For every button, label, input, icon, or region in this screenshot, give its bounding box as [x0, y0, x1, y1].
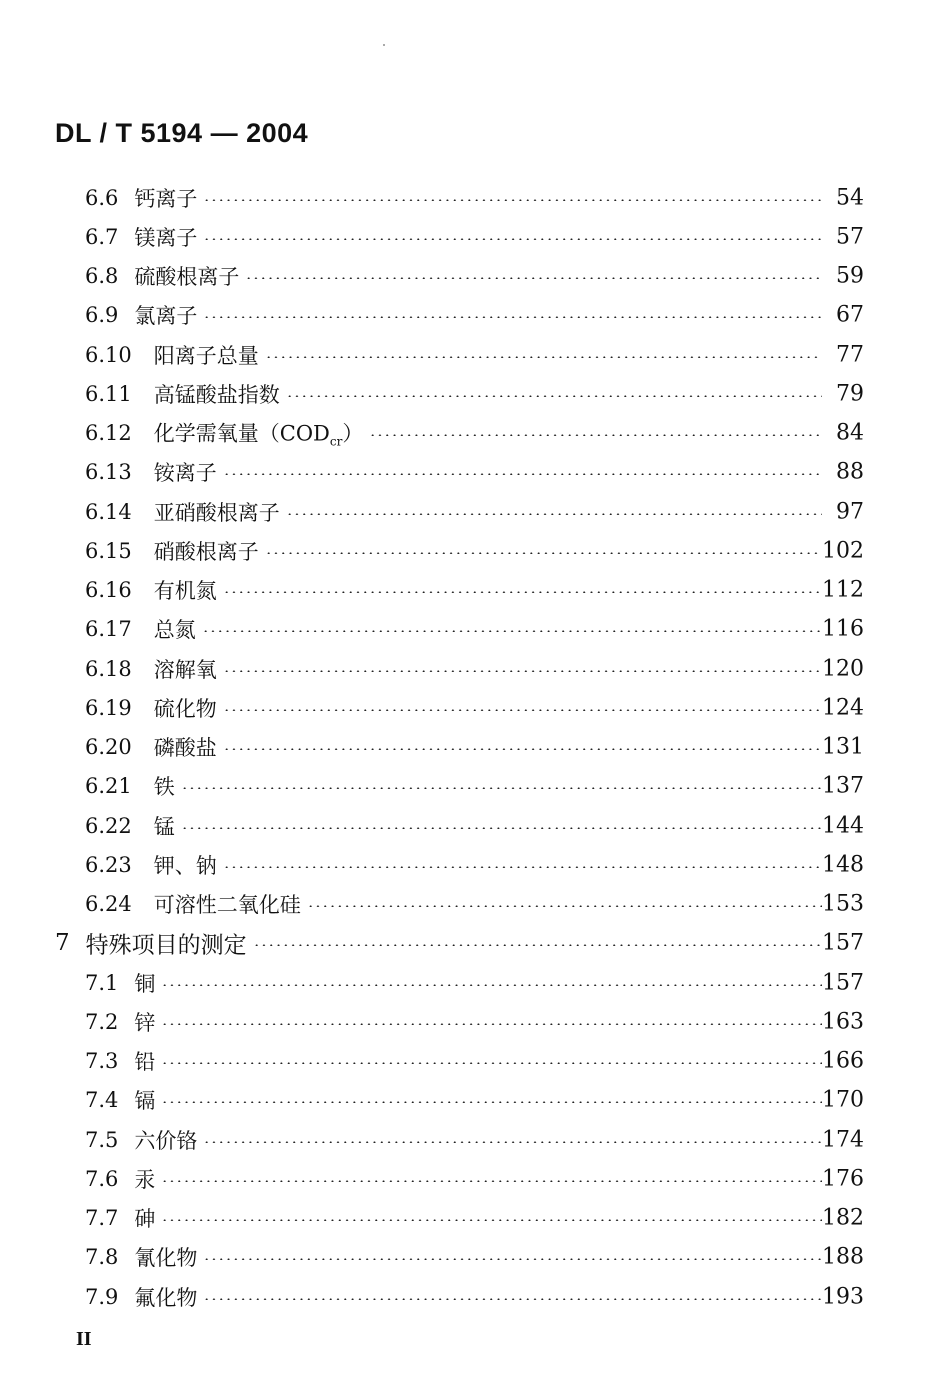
toc-entry-title [154, 575, 217, 605]
toc-dot-leader [203, 199, 822, 201]
toc-entry-number: 7.6 [85, 1166, 119, 1191]
toc-dot-leader [161, 984, 822, 986]
toc-entry-title-text: 砷 [134, 1207, 156, 1232]
toc-dot-leader [203, 1298, 822, 1300]
toc-entry-title [134, 1242, 197, 1272]
toc-dot-leader [223, 670, 822, 672]
toc-entry-title [154, 418, 364, 449]
toc-entry[interactable] [0, 963, 950, 1002]
scan-speck [383, 44, 385, 46]
toc-entry[interactable] [0, 610, 950, 649]
toc-dot-leader [223, 866, 822, 868]
toc-entry-page: 116 [822, 616, 864, 642]
toc-entry[interactable] [0, 1159, 950, 1198]
toc-entry-title-text: 高锰酸盐指数 [153, 382, 280, 407]
toc-entry[interactable] [0, 335, 950, 374]
toc-entry[interactable] [0, 571, 950, 610]
toc-entry-page: 124 [822, 695, 864, 721]
toc-entry[interactable] [0, 414, 950, 453]
toc-entry-number: 6.17 [85, 617, 132, 642]
toc-entry-title [86, 927, 247, 960]
toc-dot-leader [223, 473, 822, 475]
toc-entry-number: 6.21 [85, 774, 132, 799]
toc-entry-title-text: 溶解氧 [153, 657, 217, 682]
toc-entry-title-text: 镁离子 [134, 225, 198, 250]
toc-entry[interactable] [0, 728, 950, 767]
toc-entry[interactable] [0, 1199, 950, 1238]
toc-entry-title-text: 钙离子 [134, 186, 198, 211]
toc-entry[interactable] [0, 688, 950, 727]
toc-dot-leader [161, 1023, 822, 1025]
toc-entry[interactable] [0, 885, 950, 924]
toc-entry-page: 188 [822, 1244, 864, 1270]
toc-entry-number: 6.16 [85, 578, 132, 603]
toc-entry-title [134, 1085, 155, 1115]
toc-entry-page: 59 [836, 263, 864, 289]
toc-entry-number: 6.11 [85, 381, 132, 406]
toc-entry[interactable] [0, 531, 950, 570]
toc-dot-leader [203, 238, 822, 240]
toc-entry-page: 137 [822, 773, 864, 799]
toc-entry-page: 163 [822, 1009, 864, 1035]
toc-entry-number: 6.18 [85, 656, 132, 681]
toc-dot-leader [307, 905, 822, 907]
toc-entry-title [134, 261, 239, 291]
toc-entry-page: 153 [822, 891, 864, 917]
toc-entry[interactable] [0, 1002, 950, 1041]
toc-entry-number: 6.15 [85, 538, 132, 563]
toc-entry[interactable] [0, 296, 950, 335]
toc-entry[interactable] [0, 374, 950, 413]
toc-entry-title-text: 特殊项目的测定 [85, 932, 247, 959]
toc-dot-leader [161, 1219, 822, 1221]
toc-entry[interactable] [0, 767, 950, 806]
toc-entry-number: 6.12 [85, 421, 132, 446]
toc-dot-leader [245, 277, 822, 279]
toc-entry[interactable] [0, 217, 950, 256]
toc-entry-page: 148 [822, 852, 864, 878]
toc-entry-subscript: cr [329, 434, 343, 449]
document-code-header: DL / T 5194 — 2004 [55, 118, 309, 148]
toc-entry-page: 57 [836, 224, 864, 250]
toc-entry-number: 7.7 [85, 1206, 119, 1231]
table-of-contents [0, 178, 950, 1316]
toc-dot-leader [202, 630, 822, 632]
toc-entry-page: 157 [822, 930, 864, 956]
toc-dot-leader [161, 1180, 822, 1182]
toc-entry-number: 7.1 [85, 970, 119, 995]
toc-entry-number: 6.22 [85, 813, 132, 838]
toc-dot-leader [181, 787, 822, 789]
toc-entry-title [154, 732, 217, 762]
toc-dot-leader [223, 591, 822, 593]
toc-entry-title-text: 硫化物 [153, 696, 217, 721]
toc-entry-page: 54 [836, 185, 864, 211]
toc-entry-number: 6.20 [85, 735, 132, 760]
toc-entry-title [154, 889, 301, 919]
toc-entry-number: 6.10 [85, 342, 132, 367]
toc-entry-title-text: 阳离子总量 [153, 343, 259, 368]
toc-dot-leader [161, 1062, 822, 1064]
toc-entry-page: 77 [836, 342, 864, 368]
toc-entry-title-text: 汞 [134, 1167, 156, 1192]
toc-entry-number: 7.3 [85, 1049, 119, 1074]
toc-entry-title [154, 771, 175, 801]
toc-entry-number: 6.8 [85, 264, 119, 289]
toc-entry-title [154, 654, 217, 684]
toc-entry-page: 131 [822, 734, 864, 760]
toc-entry-title-text: 硫酸根离子 [134, 265, 240, 290]
toc-entry-page: 120 [822, 656, 864, 682]
toc-dot-leader [286, 395, 822, 397]
toc-dot-leader [286, 513, 822, 515]
toc-entry[interactable] [0, 1277, 950, 1316]
toc-entry-page: 112 [822, 577, 864, 603]
toc-entry-title [134, 1164, 155, 1194]
toc-entry-title-text: 六价铬 [134, 1128, 198, 1153]
toc-entry-title-text: 总氮 [153, 618, 196, 643]
toc-dot-leader [253, 944, 822, 946]
toc-entry-title-text: 亚硝酸根离子 [153, 500, 280, 525]
toc-entry[interactable] [0, 649, 950, 688]
toc-entry-page: 79 [836, 381, 864, 407]
toc-entry-title-text: 磷酸盐 [153, 736, 217, 761]
toc-entry-page: 67 [836, 302, 864, 328]
toc-entry-number: 6.9 [85, 303, 119, 328]
toc-entry-title-text: 可溶性二氧化硅 [153, 893, 301, 918]
toc-entry[interactable] [0, 845, 950, 884]
toc-entry-title-text: 镉 [134, 1089, 156, 1114]
toc-dot-leader [181, 827, 822, 829]
toc-entry-number: 6.14 [85, 499, 132, 524]
toc-entry-title-text: 钾、钠 [153, 853, 217, 878]
toc-entry[interactable] [0, 492, 950, 531]
toc-entry-page: 102 [822, 538, 864, 564]
toc-entry[interactable] [0, 1081, 950, 1120]
toc-entry-title-text: 锌 [134, 1010, 156, 1035]
toc-entry-title-text: 锰 [153, 814, 175, 839]
toc-entry[interactable] [0, 178, 950, 217]
toc-entry-number: 7.5 [85, 1127, 119, 1152]
toc-entry-title-text: 氰化物 [134, 1246, 198, 1271]
toc-entry-number: 7.2 [85, 1009, 119, 1034]
toc-entry-title [154, 497, 280, 527]
toc-entry-page: 174 [822, 1127, 864, 1153]
toc-entry-title-text: 铅 [134, 1050, 156, 1075]
toc-entry-title [154, 457, 217, 487]
toc-entry-page: 144 [822, 813, 864, 839]
toc-entry-number: 7.9 [85, 1284, 119, 1309]
toc-dot-leader [223, 748, 822, 750]
toc-entry-page: 84 [836, 420, 864, 446]
toc-entry-number: 6.13 [85, 460, 132, 485]
toc-entry-page: 182 [822, 1205, 864, 1231]
toc-entry[interactable] [0, 257, 950, 296]
toc-entry-page: 193 [822, 1284, 864, 1310]
toc-dot-leader [203, 1258, 822, 1260]
toc-entry[interactable] [0, 453, 950, 492]
toc-entry[interactable] [0, 1042, 950, 1081]
toc-dot-leader [203, 316, 822, 318]
toc-entry-title [134, 1203, 155, 1233]
toc-entry-number: 6.7 [85, 224, 119, 249]
toc-entry-page: 170 [822, 1087, 864, 1113]
toc-entry-title [134, 1282, 197, 1312]
toc-dot-leader [203, 1141, 822, 1143]
toc-entry-title [154, 811, 175, 841]
toc-entry-page: 88 [836, 459, 864, 485]
toc-entry-title [154, 693, 217, 723]
toc-entry-page: 166 [822, 1048, 864, 1074]
toc-entry-title-text: 有机氮 [153, 579, 217, 604]
toc-entry-title-text: 铵离子 [153, 461, 217, 486]
toc-entry[interactable] [0, 924, 950, 963]
toc-entry-title [134, 968, 155, 998]
toc-dot-leader [161, 1101, 822, 1103]
toc-entry-title-tail: ） [342, 421, 364, 446]
toc-entry-title [154, 614, 196, 644]
toc-entry[interactable] [0, 806, 950, 845]
toc-dot-leader [265, 356, 822, 358]
toc-entry-number: 7.8 [85, 1245, 119, 1270]
toc-entry-number: 6.24 [85, 892, 132, 917]
toc-entry[interactable] [0, 1120, 950, 1159]
toc-entry-title [154, 536, 259, 566]
toc-entry-title-text: 铜 [134, 971, 156, 996]
toc-entry-title [134, 1046, 155, 1076]
toc-entry-title [154, 379, 280, 409]
toc-entry-title-text: 硝酸根离子 [153, 539, 259, 564]
toc-entry-title-text: 化学需氧量（COD [153, 421, 330, 446]
toc-entry-number: 7.4 [85, 1088, 119, 1113]
toc-entry-number: 6.23 [85, 852, 132, 877]
toc-entry-title [134, 1007, 155, 1037]
toc-entry-page: 176 [822, 1166, 864, 1192]
toc-entry-title [154, 850, 217, 880]
toc-entry-title [134, 222, 197, 252]
toc-entry-title [134, 1125, 197, 1155]
toc-entry-title [134, 183, 197, 213]
toc-dot-leader [265, 552, 822, 554]
toc-entry-number: 6.19 [85, 695, 132, 720]
page-number-footer: II [76, 1328, 92, 1350]
toc-entry-title [154, 340, 259, 370]
toc-entry-page: 157 [822, 970, 864, 996]
toc-entry-title-text: 铁 [153, 775, 175, 800]
toc-dot-leader [369, 434, 822, 436]
toc-entry-number: 7 [55, 930, 70, 957]
toc-entry-title [134, 300, 197, 330]
toc-entry-number: 6.6 [85, 185, 119, 210]
toc-dot-leader [223, 709, 822, 711]
toc-entry-title-text: 氟化物 [134, 1285, 198, 1310]
toc-entry-title-text: 氯离子 [134, 304, 198, 329]
toc-entry[interactable] [0, 1238, 950, 1277]
toc-entry-page: 97 [836, 499, 864, 525]
